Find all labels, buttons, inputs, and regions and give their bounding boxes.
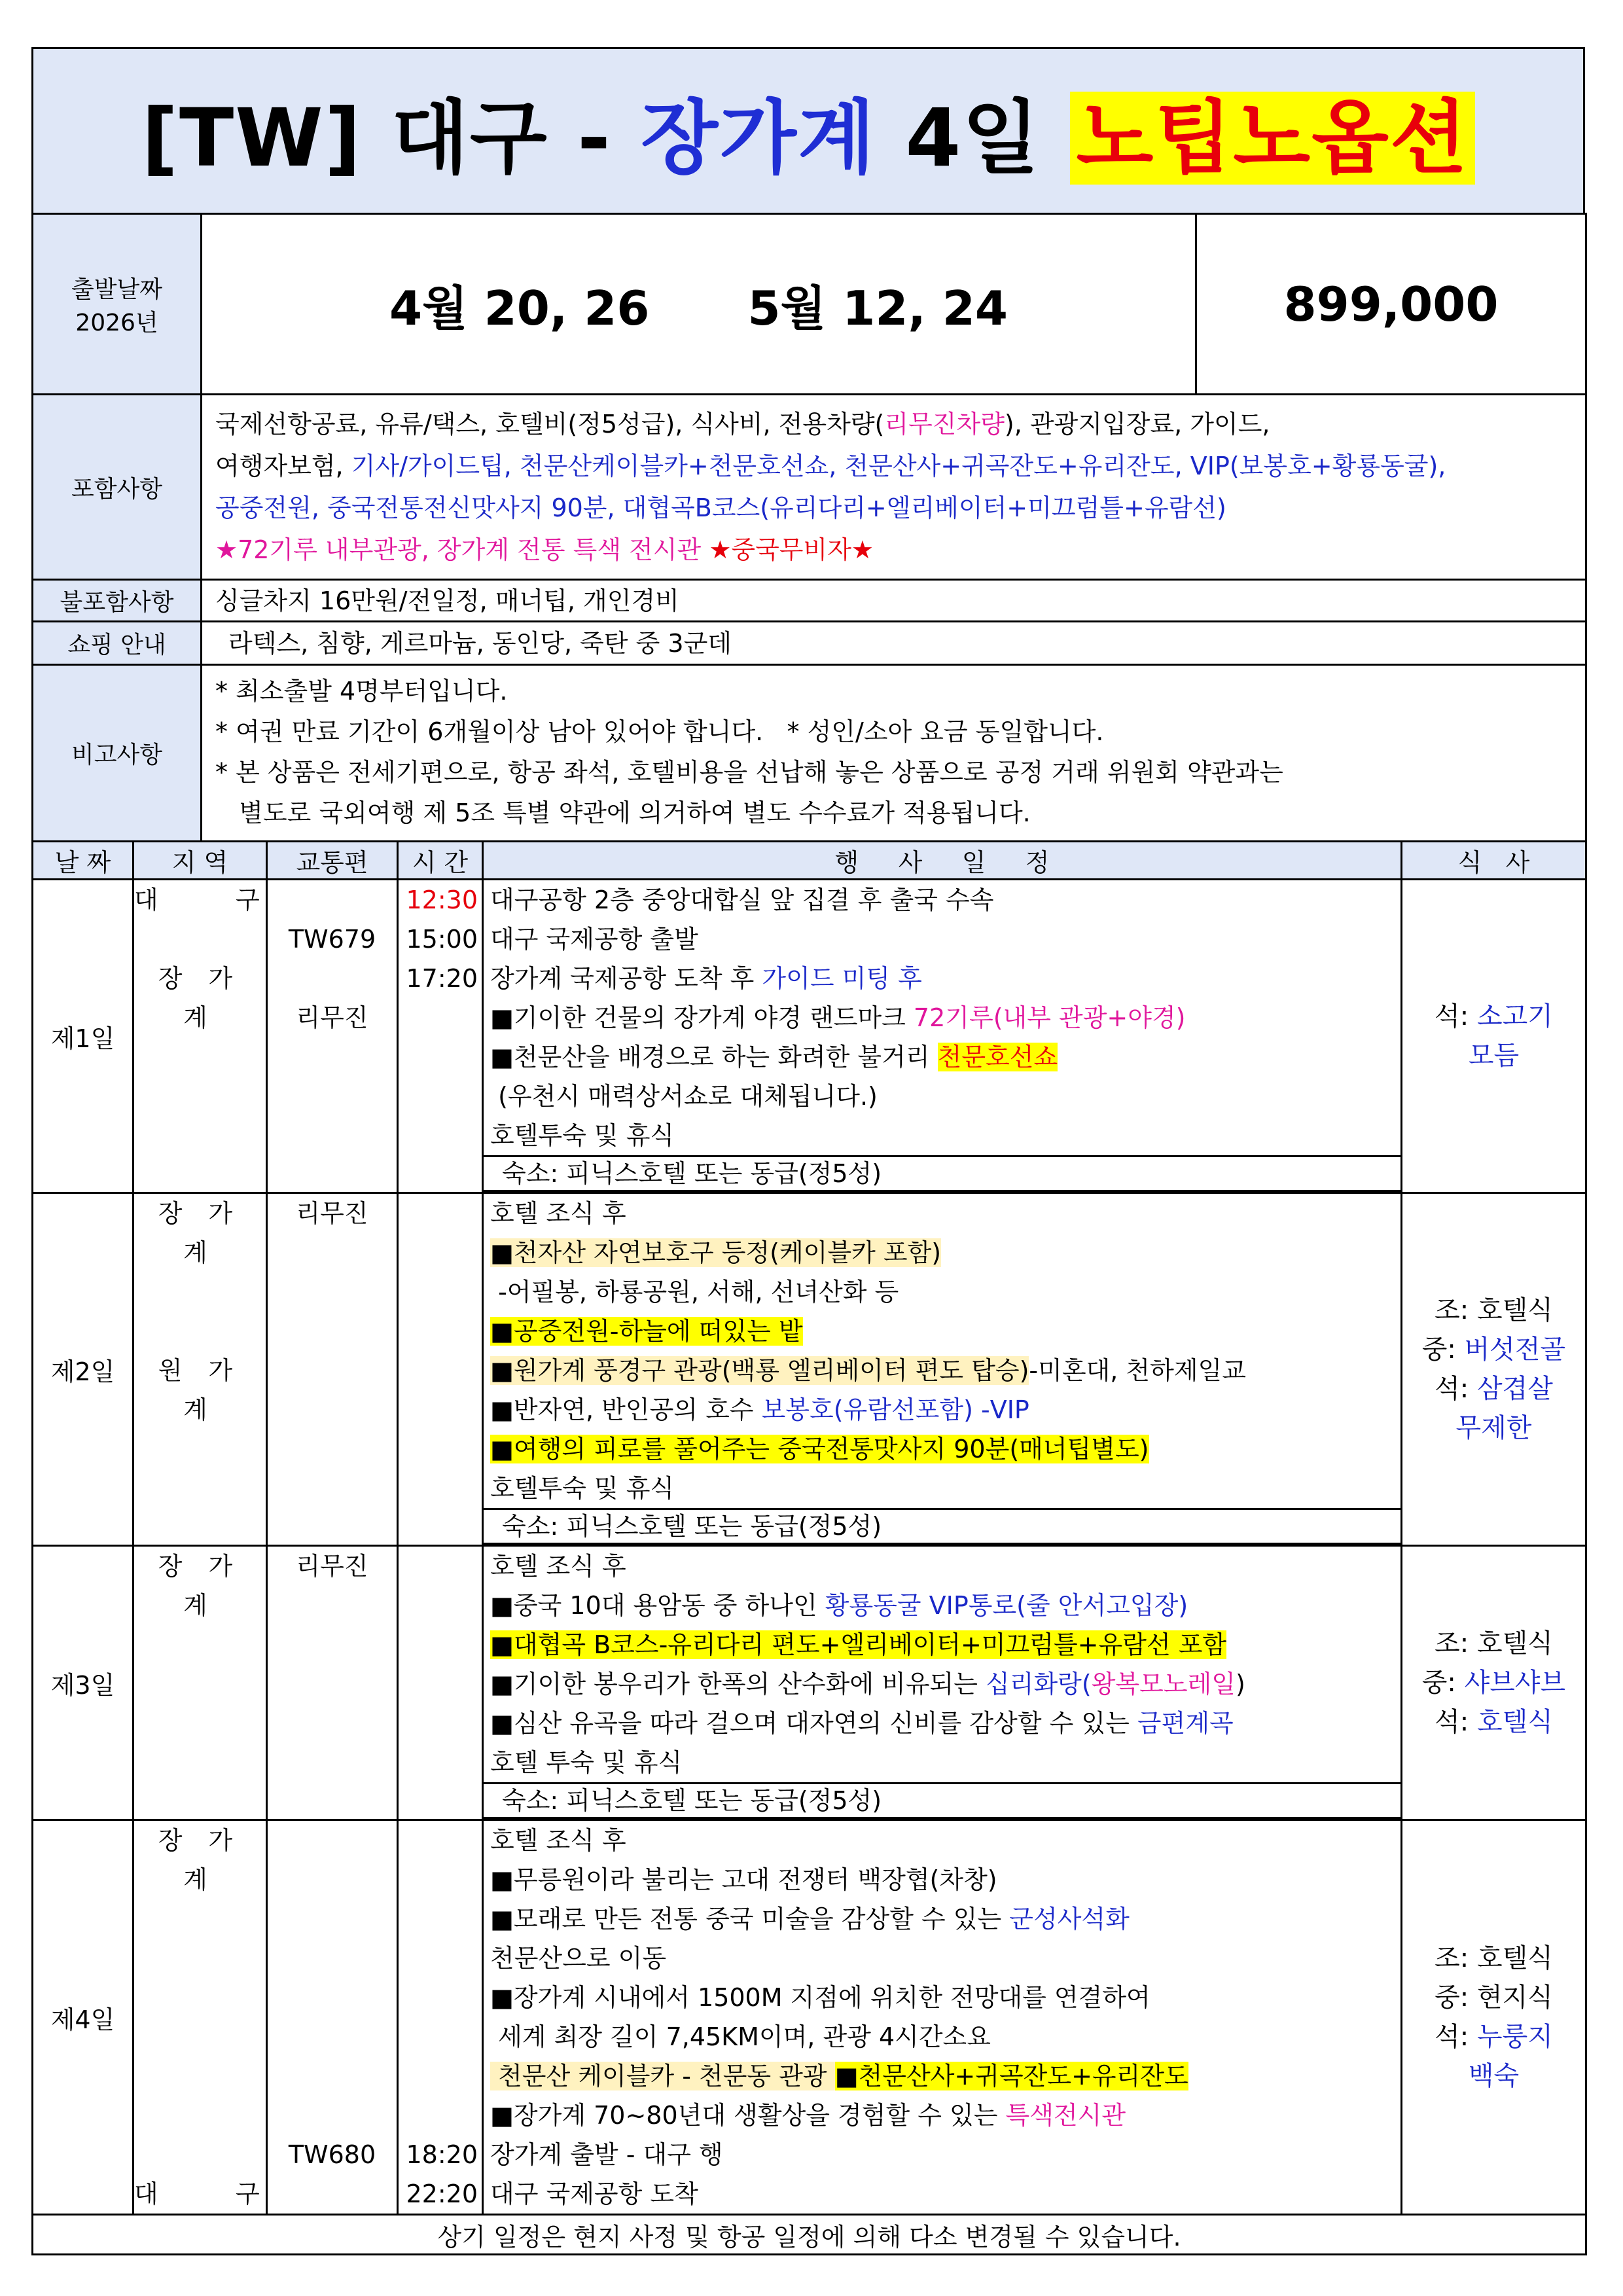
day-row [33, 1820, 1586, 2215]
day-row [33, 880, 1586, 1193]
day-label: 제2일 [33, 1193, 134, 1546]
hotel-info: 숙소: 피닉스호텔 또는 동급(정5성) [484, 1508, 1400, 1545]
day-label: 제1일 [33, 880, 134, 1193]
hotel-info: 숙소: 피닉스호텔 또는 동급(정5성) [484, 1155, 1400, 1192]
day-meals: 조: 호텔식 중: 현지식 석: 누룽지 백숙 [1402, 1820, 1586, 2215]
notes-label: 비고사항 [33, 665, 202, 842]
day-schedule: 호텔 조식 후 ■천자산 자연보호구 등정(케이블카 포함) -어필봉, 하룡공원, 서해, 선녀산화 등 ■공중전원-하늘에 떠있는 밭 ■원가계 풍경구 관광(백룡 엘리베이터 편도 탑승)-미혼대, 천하제일교 ■반자연, 반인공의 호수 보봉호(유람선포함) -VIP ■여행의 피로를 풀어주는 중국전통맛사지 90분(매너팁별도) 호텔투숙 및 휴식 숙소: 피닉스호텔 또는 동급(정5성) [483, 1193, 1402, 1546]
notes-content: * 최소출발 4명부터입니다. * 여권 만료 기간이 6개월이상 남아 있어야 합니다. * 성인/소아 요금 동일합니다. * 본 상품은 전세기편으로, 항공 좌석, 호텔비용을 선납해 놓은 상품으로 공정 거래 위원회 약관과는 별도로 국외여행 제 5조 특별 약관에 의거하여 별도 수수료가 적용됩니다. [202, 665, 1586, 842]
day-regions: 대 구 장 가 계 [134, 880, 267, 1193]
day-regions: 장 가 계 [134, 1546, 267, 1820]
day-transport: 리무진 [267, 1546, 398, 1820]
day-row [33, 1193, 1586, 1546]
day-times: 18:20 22:20 [398, 1820, 483, 2215]
page-title: [TW] 대구 - 장가계 4일 노팁노옵션 [33, 48, 1584, 214]
itinerary-page [31, 47, 1585, 2255]
day-schedule: 대구공항 2층 중앙대합실 앞 집결 후 출국 수속 대구 국제공항 출발 장가계 국제공항 도착 후 가이드 미팅 후 ■기이한 건물의 장가계 야경 랜드마크 72기루(내부 관광+야경) ■천문산을 배경으로 하는 화려한 불거리 천문호선쇼 (우천시 매력상서쇼로 대체됩니다.) 호텔투숙 및 휴식 숙소: 피닉스호텔 또는 동급(정5성) [483, 880, 1402, 1193]
day-schedule: 호텔 조식 후 ■중국 10대 용암동 중 하나인 황룡동굴 VIP통로(줄 안서고입장) ■대협곡 B코스-유리다리 편도+엘리베이터+미끄럼틀+유람선 포함 ■기이한 봉우리가 한폭의 산수화에 비유되는 십리화랑(왕복모노레일) ■심산 유곡을 따라 걸으며 대자연의 신비를 감상할 수 있는 금편계곡 호텔 투숙 및 휴식 숙소: 피닉스호텔 또는 동급(정5성) [483, 1546, 1402, 1820]
day-meals: 조: 호텔식 중: 버섯전골 석: 삼겹살 무제한 [1402, 1193, 1586, 1546]
day-transport: 리무진 [267, 1193, 398, 1546]
header-schedule: 행 사 일 정 [483, 842, 1402, 880]
price: 899,000 [1196, 214, 1586, 395]
day-times: 12:30 15:00 17:20 [398, 880, 483, 1193]
day-transport: TW679 리무진 [267, 880, 398, 1193]
day-transport: TW680 [267, 1820, 398, 2215]
info-table [31, 393, 1587, 842]
title-highlight: 노팁노옵션 [1070, 92, 1475, 185]
header-meal: 식 사 [1402, 842, 1586, 880]
schedule-table [31, 840, 1587, 2255]
day-schedule: 호텔 조식 후 ■무릉원이라 불리는 고대 전쟁터 백장협(차창) ■모래로 만든 전통 중국 미술을 감상할 수 있는 군성사석화 천문산으로 이동 ■장가계 시내에서 1500M 지점에 위치한 전망대를 연결하여 세계 최장 길이 7,45KM이며, 관광 4시간소요 천문산 케이블카 - 천문동 관광 ■천문산사+귀곡잔도+유리잔도 ■장가계 70~80년대 생활상을 경험할 수 있는 특색전시관 장가계 출발 - 대구 행 대구 국제공항 도착 [483, 1820, 1402, 2215]
day-meals: 조: 호텔식 중: 샤브샤브 석: 호텔식 [1402, 1546, 1586, 1820]
departure-table [31, 213, 1587, 395]
includes-content: 국제선항공료, 유류/택스, 호텔비(정5성급), 식사비, 전용차량(리무진차량), 관광지입장료, 가이드, 여행자보험, 기사/가이드팁, 천문산케이블카+천문호선쇼, 천문산사+귀곡잔도+유리잔도, VIP(보봉호+황룡동굴), 공중전원, 중국전통전신맛사지 90분, 대협곡B코스(유리다리+엘리베이터+미끄럼틀+유람선) ★72기루 내부관광, 장가계 전통 특색 전시관 ★중국무비자★ [202, 395, 1586, 580]
footer-note: 상기 일정은 현지 사정 및 항공 일정에 의해 다소 변경될 수 있습니다. [33, 2215, 1586, 2255]
day-meals: 석: 소고기 모듬 [1402, 880, 1586, 1193]
title-table [31, 47, 1585, 215]
title-destination: 장가계 [641, 91, 876, 185]
header-time: 시 간 [398, 842, 483, 880]
departure-dates [202, 214, 1196, 395]
day-regions: 장 가 계 대 구 [134, 1820, 267, 2215]
excludes-text: 싱글차지 16만원/전일정, 매너팁, 개인경비 [202, 580, 1586, 622]
shopping-label: 쇼핑 안내 [33, 622, 202, 665]
includes-label: 포함사항 [33, 395, 202, 580]
schedule-header [33, 842, 1586, 880]
day-times [398, 1546, 483, 1820]
day-label: 제3일 [33, 1546, 134, 1820]
header-transport: 교통편 [267, 842, 398, 880]
header-region: 지 역 [134, 842, 267, 880]
shopping-text: 라텍스, 침향, 게르마늄, 동인당, 죽탄 중 3군데 [202, 622, 1586, 665]
header-date: 날 짜 [33, 842, 134, 880]
day-row [33, 1546, 1586, 1820]
dates-april: 4월 20, 26 [389, 280, 650, 336]
day-times [398, 1193, 483, 1546]
excludes-label: 불포함사항 [33, 580, 202, 622]
day-regions: 장 가 계 원 가 계 [134, 1193, 267, 1546]
hotel-info: 숙소: 피닉스호텔 또는 동급(정5성) [484, 1782, 1400, 1819]
dates-may: 5월 12, 24 [747, 280, 1008, 336]
day-label: 제4일 [33, 1820, 134, 2215]
departure-label: 출발날짜 2026년 [33, 214, 202, 395]
